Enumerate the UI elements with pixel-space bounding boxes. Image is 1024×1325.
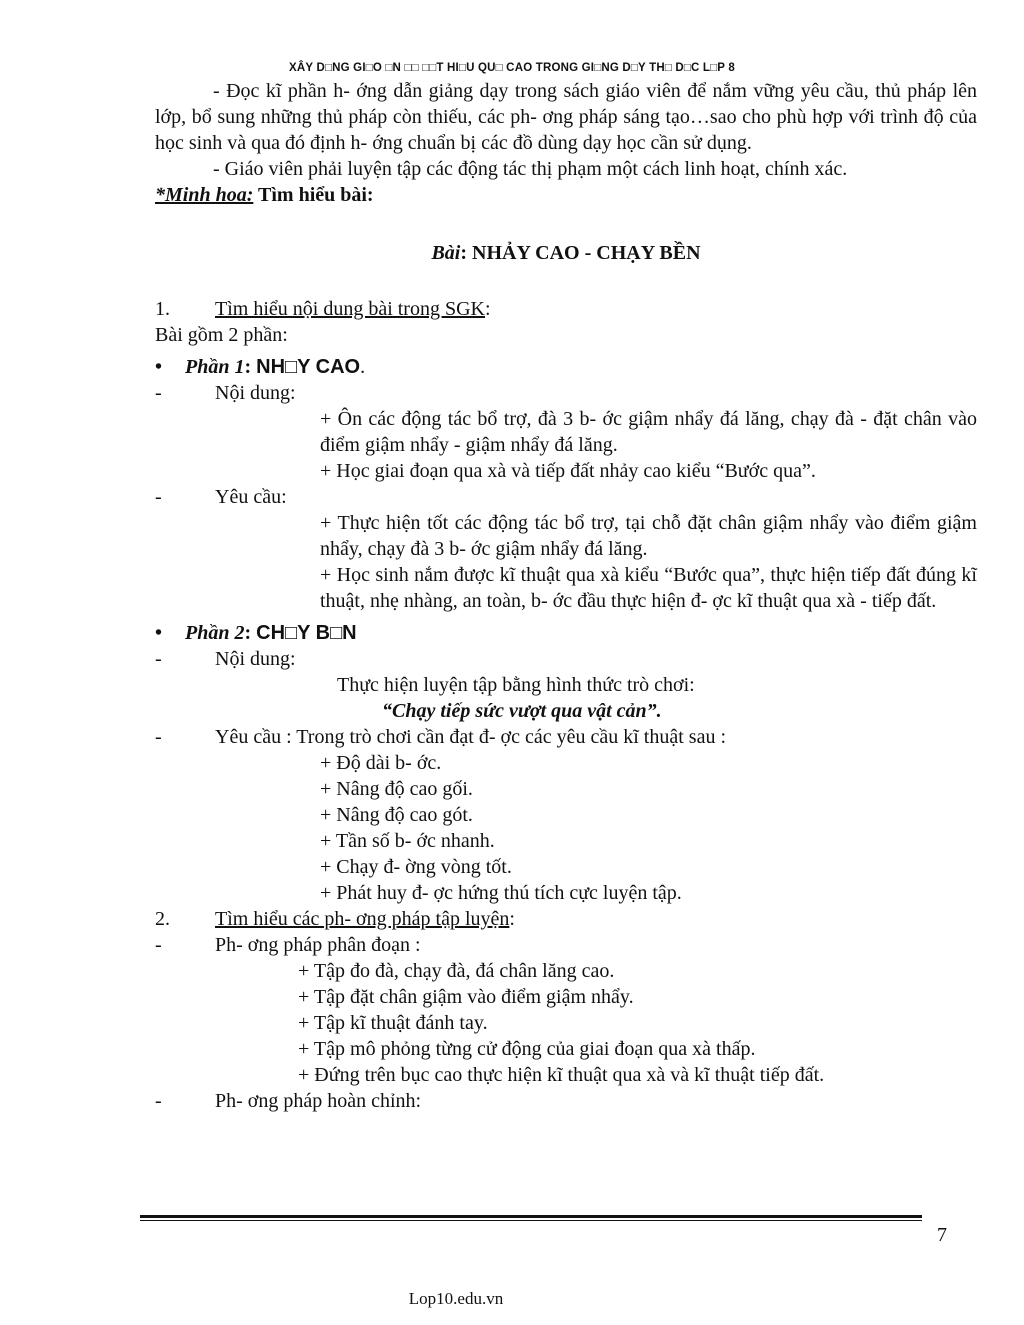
page-number: 7 [937,1224,947,1246]
lesson-title-text: : NHẢY CAO - CHẠY BỀN [460,242,701,264]
part-1-req-label [155,484,977,510]
dash-mark: - [155,486,162,508]
method-1-item: + Tập đặt chân giậm vào điểm giậm nhẩy. [298,986,634,1008]
section-1-heading [155,296,977,322]
part-1-content-label-text: Nội dung: [215,382,296,404]
lesson-title [155,234,977,266]
part-1-req-1: + Thực hiện tốt các động tác bổ trợ, tại chỗ đặt chân giậm nhẩy vào điểm giậm nhẩy, chạy đà 3 b- ớc giậm nhẩy đá lăng. [320,512,977,560]
dash-mark: - [155,726,162,748]
intro-paragraph-2: - Giáo viên phải luyện tập các động tác thị phạm một cách linh hoạt, chính xác. [213,158,848,180]
method-1-item: + Tập mô phỏng từng cử động của giai đoạn qua xà thấp. [298,1038,756,1060]
part-2-req-item: + Tần số b- ớc nhanh. [320,830,495,852]
dash-mark: - [155,1090,162,1112]
section-2-title: Tìm hiểu các ph- ơng pháp tập luyện [215,908,510,930]
part-2-heading [155,620,977,646]
bullet-icon: • [155,356,163,378]
method-2-label-text: Ph- ơng pháp hoàn chỉnh: [215,1090,422,1112]
running-header: XÂY D□NG GI□O □N □□ □□T HI□U QU□ CAO TRONG GI□NG D□Y TH□ D□C L□P 8 [289,62,735,74]
part-2-colon: : [244,622,257,644]
dash-mark: - [155,648,162,670]
section-2-heading [155,906,977,932]
part-1-colon: : [244,356,257,378]
page-body [155,78,977,1114]
part-2-content-label [155,646,977,672]
part-2-game-text: “Chạy tiếp sức vượt qua vật cản”. [382,700,662,722]
part-2-req-item: + Phát huy đ- ợc hứng thú tích cực luyện tập. [320,882,682,904]
part-2-game-name [155,698,977,724]
part-2-content-1: Thực hiện luyện tập bằng hình thức trò chơi: [337,674,695,696]
footer-rule-thin [140,1220,922,1221]
part-1-content-1: + Ôn các động tác bổ trợ, đà 3 b- ớc giậm nhẩy đá lăng, chạy đà - đặt chân vào điểm giậm nhẩy - giậm nhẩy đá lăng. [320,408,977,456]
part-1-name: NH□Y CAO [256,356,361,378]
part-2-req-item: + Nâng độ cao gót. [320,804,473,826]
part-1-content-label [155,380,977,406]
method-1-label [155,932,977,958]
part-2-req-item: + Nâng độ cao gối. [320,778,473,800]
minh-hoa-label: *Minh hoa: [155,184,254,206]
dash-mark: - [155,934,162,956]
section-2-colon: : [509,908,515,930]
part-2-req-item: + Độ dài b- ớc. [320,752,442,774]
part-1-dot: . [360,356,366,378]
section-1-colon: : [484,298,491,320]
part-2-name: CH□Y B□N [256,622,357,644]
part-2-req-label-text: Yêu cầu : Trong trò chơi cần đạt đ- ợc các yêu cầu kĩ thuật sau : [215,726,726,748]
section-1-summary: Bài gồm 2 phần: [155,324,288,346]
method-1-item: + Tập kĩ thuật đánh tay. [298,1012,488,1034]
part-2-req-item: + Chạy đ- ờng vòng tốt. [320,856,512,878]
section-1-number: 1. [155,298,170,320]
method-2-label [155,1088,977,1114]
section-1-title: Tìm hiểu nội dung bài trong SGK [215,298,485,320]
part-1-req-2: + Học sinh nắm được kĩ thuật qua xà kiểu “Bước qua”, thực hiện tiếp đất đúng kĩ thuật, nhẹ nhàng, an toàn, b- ớc đầu thực hiện đ- ợc kĩ thuật qua xà - tiếp đất. [320,564,977,612]
lesson-title-label: Bài [431,242,461,264]
part-2-req-label [155,724,977,750]
minh-hoa-line [155,182,977,208]
dash-mark: - [155,382,162,404]
footer-rule [140,1215,922,1218]
footer-source: Lop10.edu.vn [408,1289,504,1308]
part-2-label: Phần 2 [185,622,245,644]
part-1-heading [155,354,977,380]
method-1-item: + Đứng trên bục cao thực hiện kĩ thuật qua xà và kĩ thuật tiếp đất. [298,1064,825,1086]
bullet-icon: • [155,622,163,644]
part-1-label: Phần 1 [185,356,245,378]
intro-paragraph-1: - Đọc kĩ phần h- ớng dẫn giảng dạy trong sách giáo viên để nắm vững yêu cầu, thủ pháp lên lớp, bổ sung những thủ pháp còn thiếu, các ph- ơng pháp sáng tạo…sao cho phù hợp với trình độ của học sinh và qua đó định h- ớng chuẩn bị các đồ dùng dạy học cần sử dụng. [155,80,977,154]
section-2-number: 2. [155,908,170,930]
part-2-content-label-text: Nội dung: [215,648,296,670]
method-1-item: + Tập đo đà, chạy đà, đá chân lăng cao. [298,960,615,982]
part-1-req-label-text: Yêu cầu: [215,486,287,508]
part-1-content-2: + Học giai đoạn qua xà và tiếp đất nhảy cao kiểu “Bước qua”. [320,460,816,482]
method-1-label-text: Ph- ơng pháp phân đoạn : [215,934,421,956]
minh-hoa-text: Tìm hiểu bài: [253,184,374,206]
